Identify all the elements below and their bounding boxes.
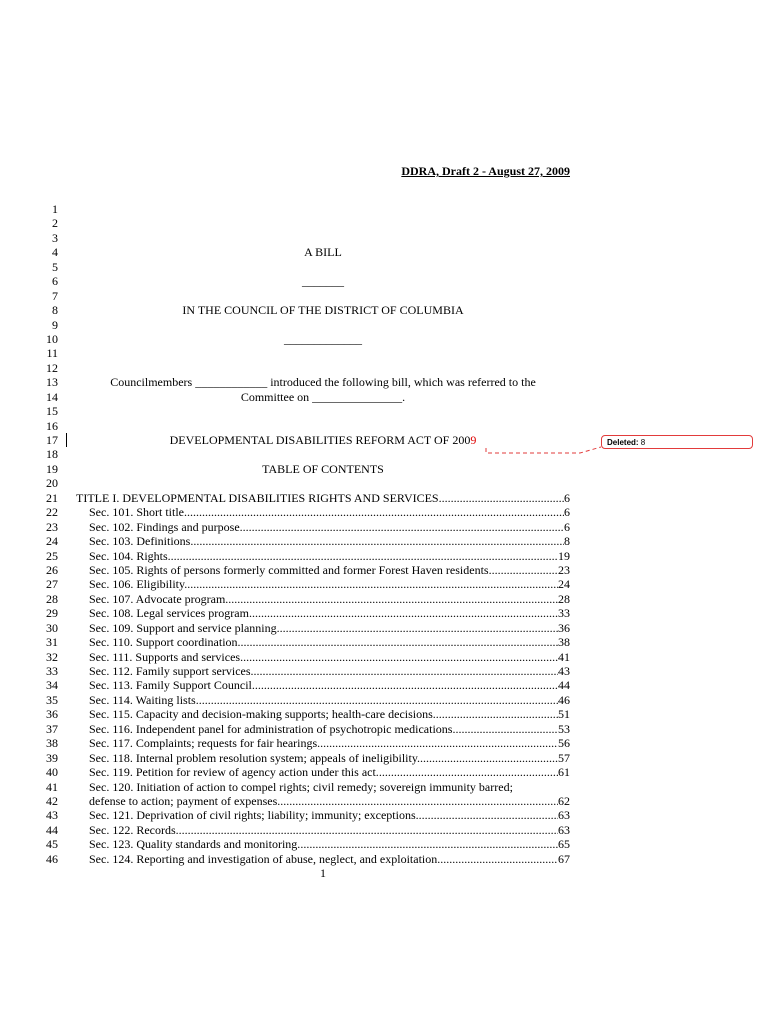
toc-entry — [76, 664, 570, 678]
line-number: 22 — [46, 505, 58, 520]
line-number: 13 — [46, 375, 58, 390]
line-number: 10 — [46, 331, 58, 346]
toc-entry — [76, 852, 570, 866]
toc-entry-text: Sec. 121. Deprivation of civil rights; liability; immunity; exceptions. — [89, 808, 419, 823]
toc-leader — [243, 520, 564, 534]
line-number: 24 — [46, 534, 58, 549]
title-rule: _______ — [302, 274, 344, 289]
toc-entry — [76, 837, 570, 851]
revision-balloon[interactable] — [601, 435, 753, 449]
line-number: 45 — [46, 837, 58, 852]
toc-entry-page: 6 — [564, 505, 570, 520]
toc-sec120-line-2 — [76, 794, 570, 808]
toc-sec120-page: 62 — [558, 793, 570, 808]
line-number: 12 — [46, 360, 58, 375]
line-number: 33 — [46, 664, 58, 678]
revision-value: 8 — [640, 438, 646, 447]
toc-entry — [76, 534, 570, 548]
toc-entry-text: Sec. 123. Quality standards and monitoring. — [89, 837, 301, 852]
line-number: 46 — [46, 851, 58, 866]
toc-entry-page: 63 — [558, 808, 570, 823]
toc-entry — [76, 520, 570, 534]
toc-entry-page: 23 — [558, 562, 570, 577]
line-number: 1 — [52, 202, 58, 216]
toc-entry-page: 56 — [558, 736, 570, 751]
toc-leader — [379, 765, 558, 779]
toc-entry-text: Sec. 102. Findings and purpose. — [89, 519, 243, 534]
line-number: 37 — [46, 721, 58, 736]
toc-entry-page: 33 — [558, 606, 570, 621]
toc-leader — [243, 650, 558, 664]
toc-entry-page: 44 — [558, 678, 570, 693]
toc-entry-text: Sec. 103. Definitions. — [89, 534, 194, 549]
toc-leader — [320, 736, 558, 750]
introduced-line-2: Committee on _______________. — [240, 389, 406, 404]
toc-entry-text: Sec. 105. Rights of persons formerly committed and former Forest Haven residents. — [89, 562, 492, 577]
toc-entry-text: Sec. 106. Eligibility. — [89, 577, 188, 592]
line-number: 39 — [46, 750, 58, 765]
line-number: 38 — [46, 736, 58, 751]
toc-entry-text: Sec. 107. Advocate program. — [89, 591, 229, 606]
line-number: 36 — [46, 707, 58, 722]
line-number: 25 — [46, 548, 58, 563]
toc-entry-page: 41 — [558, 649, 570, 664]
toc-entry-page: 36 — [558, 620, 570, 635]
toc-leader — [300, 837, 558, 851]
revision-label: Deleted: — [607, 438, 639, 447]
toc-sec120-text: defense to action; payment of expenses. — [89, 793, 281, 808]
toc-leader — [420, 751, 558, 765]
line-number: 19 — [46, 461, 58, 476]
toc-entry — [76, 765, 570, 779]
line-number: 6 — [52, 274, 58, 289]
line-number: 26 — [46, 562, 58, 577]
line-number: 18 — [46, 447, 58, 462]
toc-entry-page: 51 — [558, 707, 570, 722]
toc-leader — [252, 606, 558, 620]
page-number: 1 — [320, 866, 326, 880]
line-number: 20 — [46, 476, 58, 491]
toc-leader — [193, 534, 564, 548]
toc-entry — [76, 707, 570, 721]
toc-entry-text: Sec. 122. Records. — [89, 822, 179, 837]
line-number: 27 — [46, 577, 58, 592]
toc-entry — [76, 621, 570, 635]
toc-entry-page: 61 — [558, 765, 570, 780]
line-number-column — [30, 202, 58, 866]
toc-entry — [76, 736, 570, 750]
toc-leader — [254, 664, 558, 678]
bill-body — [76, 202, 570, 866]
line-number: 14 — [46, 389, 58, 404]
toc-entry — [76, 635, 570, 649]
toc-leader — [419, 808, 558, 822]
toc-entry-page: 19 — [558, 548, 570, 563]
toc-entry-text: Sec. 113. Family Support Council. — [89, 678, 255, 693]
toc-leader — [492, 563, 558, 577]
line-number: 11 — [46, 346, 58, 361]
toc-entry-text: Sec. 117. Complaints; requests for fair hearings. — [89, 736, 321, 751]
toc-entry-text: Sec. 101. Short title. — [89, 505, 187, 520]
line-number: 40 — [46, 765, 58, 780]
toc-sec120-line-1: Sec. 120. Initiation of action to compel rights; civil remedy; sovereign immunity barred; — [89, 779, 513, 794]
line-number: 17 — [46, 433, 58, 447]
toc-entry-text: Sec. 118. Internal problem resolution system; appeals of ineligibility. — [89, 750, 421, 765]
toc-entry — [76, 592, 570, 606]
toc-title-text: TITLE I. DEVELOPMENTAL DISABILITIES RIGHTS AND SERVICES. — [76, 490, 442, 505]
toc-leader — [455, 722, 558, 736]
toc-leader — [442, 491, 564, 505]
toc-heading: TABLE OF CONTENTS — [262, 461, 384, 476]
toc-title-entry — [76, 491, 570, 505]
line-number: 7 — [52, 288, 58, 303]
toc-entry-page: 65 — [558, 837, 570, 852]
toc-leader — [199, 693, 558, 707]
line-number: 31 — [46, 635, 58, 650]
line-number: 4 — [52, 245, 58, 260]
line-number: 41 — [46, 779, 58, 794]
toc-entry-text: Sec. 119. Petition for review of agency action under this act. — [89, 765, 379, 780]
line-number: 9 — [52, 317, 58, 332]
line-number: 15 — [46, 404, 58, 419]
toc-entry — [76, 722, 570, 736]
toc-entry-page: 67 — [558, 851, 570, 866]
toc-leader — [179, 823, 558, 837]
line-number: 21 — [46, 490, 58, 505]
line-number: 5 — [52, 259, 58, 274]
toc-leader — [440, 852, 558, 866]
toc-entry-text: Sec. 104. Rights. — [89, 548, 171, 563]
council-rule: _____________ — [284, 331, 362, 346]
toc-entry-page: 46 — [558, 692, 570, 707]
toc-entry-page: 24 — [558, 577, 570, 592]
toc-entry — [76, 606, 570, 620]
line-number: 16 — [46, 418, 58, 433]
toc-entry — [76, 577, 570, 591]
toc-entry-page: 43 — [558, 664, 570, 678]
toc-entry-text: Sec. 116. Independent panel for administration of psychotropic medications. — [89, 721, 456, 736]
toc-leader — [255, 678, 558, 692]
line-number: 23 — [46, 519, 58, 534]
toc-leader — [187, 505, 564, 519]
toc-entry — [76, 505, 570, 519]
inserted-revision[interactable]: 9 — [470, 433, 477, 447]
toc-title-page: 6 — [564, 490, 570, 505]
toc-leader — [280, 621, 558, 635]
line-number: 29 — [46, 606, 58, 621]
line-number: 34 — [46, 678, 58, 693]
toc-entry-page: 38 — [558, 635, 570, 650]
toc-entry — [76, 823, 570, 837]
toc-entry — [76, 678, 570, 692]
toc-entry-page: 53 — [558, 721, 570, 736]
line-number: 43 — [46, 808, 58, 823]
council-heading: IN THE COUNCIL OF THE DISTRICT OF COLUMBIA — [182, 303, 464, 318]
toc-entry-page: 57 — [558, 750, 570, 765]
toc-entry-text: Sec. 111. Supports and services. — [89, 649, 244, 664]
toc-leader — [228, 592, 558, 606]
toc-entry-page: 6 — [564, 519, 570, 534]
line-number: 35 — [46, 692, 58, 707]
toc-entry-text: Sec. 108. Legal services program. — [89, 606, 252, 621]
line-number: 8 — [52, 303, 58, 318]
toc-entry-page: 63 — [558, 822, 570, 837]
line-number: 42 — [46, 793, 58, 808]
draft-header: DDRA, Draft 2 - August 27, 2009 — [401, 164, 570, 178]
toc-entry — [76, 549, 570, 563]
line-number: 30 — [46, 620, 58, 635]
toc-entry — [76, 650, 570, 664]
toc-entry-text: Sec. 115. Capacity and decision-making supports; health-care decisions. — [89, 707, 436, 722]
toc-leader — [187, 577, 558, 591]
toc-entry-text: Sec. 114. Waiting lists. — [89, 692, 199, 707]
toc-entry-page: 28 — [558, 591, 570, 606]
toc-leader — [241, 635, 558, 649]
toc-entry-text: Sec. 112. Family support services. — [89, 664, 254, 678]
toc-leader — [280, 794, 558, 808]
revision-connector — [484, 442, 604, 454]
introduced-line-1: Councilmembers ____________ introduced the following bill, which was referred to the — [110, 375, 536, 390]
act-title-text: DEVELOPMENTAL DISABILITIES REFORM ACT OF 200 — [169, 433, 471, 447]
line-number: 44 — [46, 822, 58, 837]
bill-title: A BILL — [304, 245, 342, 260]
toc-leader — [171, 549, 558, 563]
toc-entry — [76, 808, 570, 822]
toc-entry — [76, 693, 570, 707]
toc-entry-text: Sec. 109. Support and service planning. — [89, 620, 280, 635]
toc-entry — [76, 751, 570, 765]
toc-entry-text: Sec. 110. Support coordination. — [89, 635, 241, 650]
toc-entry-text: Sec. 124. Reporting and investigation of abuse, neglect, and exploitation. — [89, 851, 441, 866]
toc-entry — [76, 563, 570, 577]
toc-entry-page: 8 — [564, 534, 570, 549]
change-bar — [66, 433, 67, 447]
line-number: 28 — [46, 591, 58, 606]
line-number: 2 — [52, 216, 58, 231]
line-number: 3 — [52, 230, 58, 245]
toc-leader — [436, 707, 558, 721]
line-number: 32 — [46, 649, 58, 664]
